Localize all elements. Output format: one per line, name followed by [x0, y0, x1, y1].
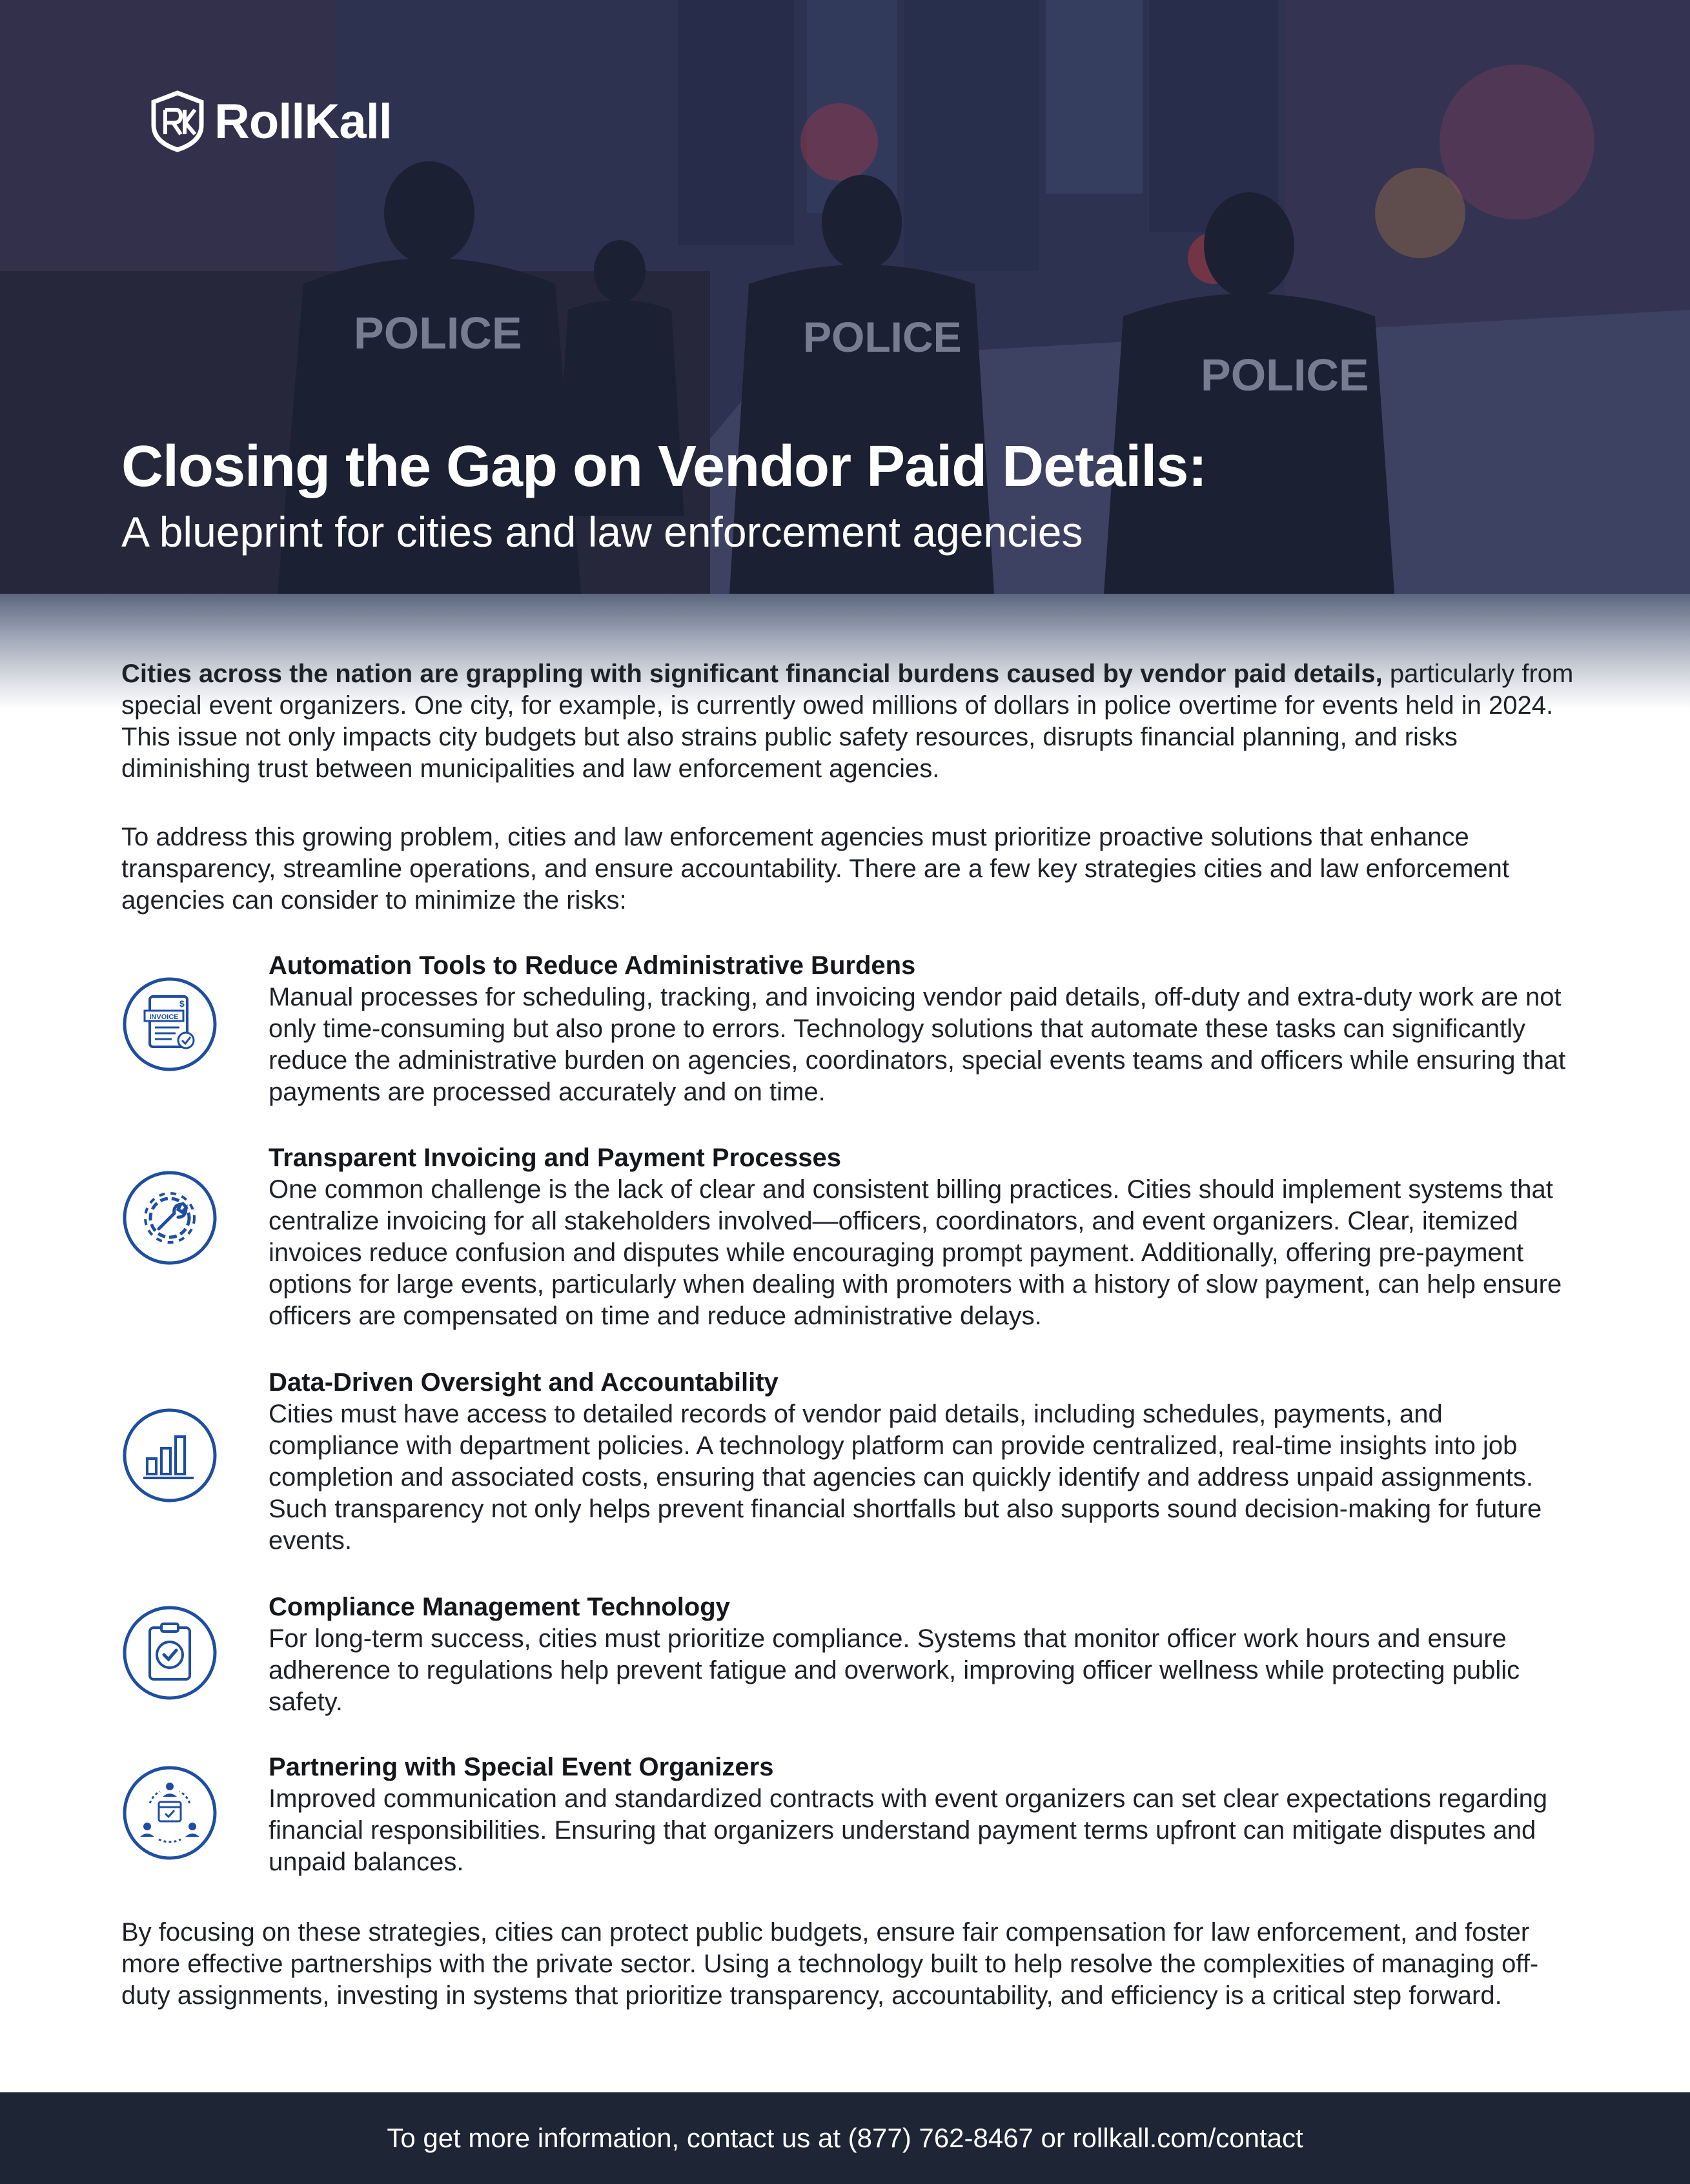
brand-logo[interactable]: [150, 90, 392, 152]
gear-wrench-icon: [121, 1169, 218, 1266]
strategy-body: One common challenge is the lack of clear and consistent billing practices. Cities should implement systems that centralize invoicing for all stakeholders involved—officers, coordinators, and event organizers. Clear, itemized invoices reduce confusion and disputes while encouraging prompt payment. Additionally, offering pre-payment options for large events, particularly when dealing with promoters with a history of slow payment, can help ensure officers are compensated on time and reduce administrative delays.: [269, 1175, 1562, 1330]
bar-chart-icon: [121, 1407, 218, 1504]
hero-banner: [0, 0, 1690, 594]
strategy-body: Improved communication and standardized contracts with event organizers can set clear expectations regarding financial responsibilities. Ensuring that organizers understand payment terms upfront can mitigate disputes and unpaid balances.: [269, 1785, 1548, 1876]
page-title: Closing the Gap on Vendor Paid Details:: [121, 434, 1207, 499]
footer-bar: [0, 2092, 1690, 2184]
people-calendar-icon: [121, 1764, 218, 1861]
rk-shield-logo-icon: [150, 90, 205, 152]
brand-name: RollKall: [214, 94, 392, 149]
invoice-icon-label: INVOICE: [149, 1013, 179, 1021]
strategy-title: Compliance Management Technology: [269, 1593, 730, 1621]
strategy-body: Cities must have access to detailed records of vendor paid details, including schedules, payments, and compliance with department policies. A technology platform can provide centralized, real-time insights into job completion and associated costs, ensuring that agencies can quickly identify and address unpaid assignments. Such transparency not only helps prevent financial shortfalls but also supports sound decision-making for future events.: [269, 1400, 1542, 1555]
strategy-title: Data-Driven Oversight and Accountability: [269, 1368, 779, 1397]
police-text: POLICE: [354, 308, 522, 358]
intro-second-paragraph: To address this growing problem, cities and law enforcement agencies must prioritize proactive solutions that enhance transparency, streamline operations, and ensure accountability. There are a few key strategies cities and law enforcement agencies can consider to minimize the risks:: [121, 823, 1510, 915]
strategy-body: For long-term success, cities must prioritize compliance. Systems that monitor officer work hours and ensure adherence to regulations help prevent fatigue and overwork, improving officer wellness while protecting public safety.: [269, 1624, 1520, 1716]
intro-paragraph: [121, 658, 1574, 785]
page-subtitle: A blueprint for cities and law enforcement agencies: [121, 508, 1083, 556]
clipboard-check-icon: [121, 1604, 218, 1701]
police-text: POLICE: [1201, 350, 1369, 400]
hero-photo: [0, 0, 1690, 594]
strategy-title: Partnering with Special Event Organizers: [269, 1753, 774, 1781]
strategy-body: Manual processes for scheduling, tracking, and invoicing vendor paid details, off-duty and extra-duty work are not only time-consuming but also prone to errors. Technology solutions that automate these tasks can significantly reduce the administrative burden on agencies, coordinators, special events teams and officers while ensuring that payments are processed accurately and on time.: [269, 983, 1566, 1106]
strategy-title: Transparent Invoicing and Payment Processes: [269, 1144, 841, 1172]
footer-contact[interactable]: To get more information, contact us at (877) 762-8467 or rollkall.com/contact: [387, 2123, 1303, 2153]
intro-lead-rest: particularly from special event organizers. One city, for example, is currently owed millions of dollars in police overtime for events held in 2024. This issue not only impacts city budgets but also strains public safety resources, disrupts financial planning, and risks diminishing trust between municipalities and law enforcement agencies.: [121, 660, 1574, 783]
strategy-title: Automation Tools to Reduce Administrative Burdens: [269, 951, 916, 980]
police-text: POLICE: [803, 313, 962, 361]
intro-lead-bold: Cities across the nation are grappling with significant financial burdens caused by vendor paid details,: [121, 660, 1383, 688]
invoice-icon: [121, 976, 218, 1073]
svg-text:$: $: [179, 998, 185, 1009]
closing-paragraph: By focusing on these strategies, cities can protect public budgets, ensure fair compensation for law enforcement, and foster more effective partnerships with the private sector. Using a technology built to help resolve the complexities of managing off-duty assignments, investing in systems that prioritize transparency, accountability, and efficiency is a critical step forward.: [121, 1918, 1539, 2010]
